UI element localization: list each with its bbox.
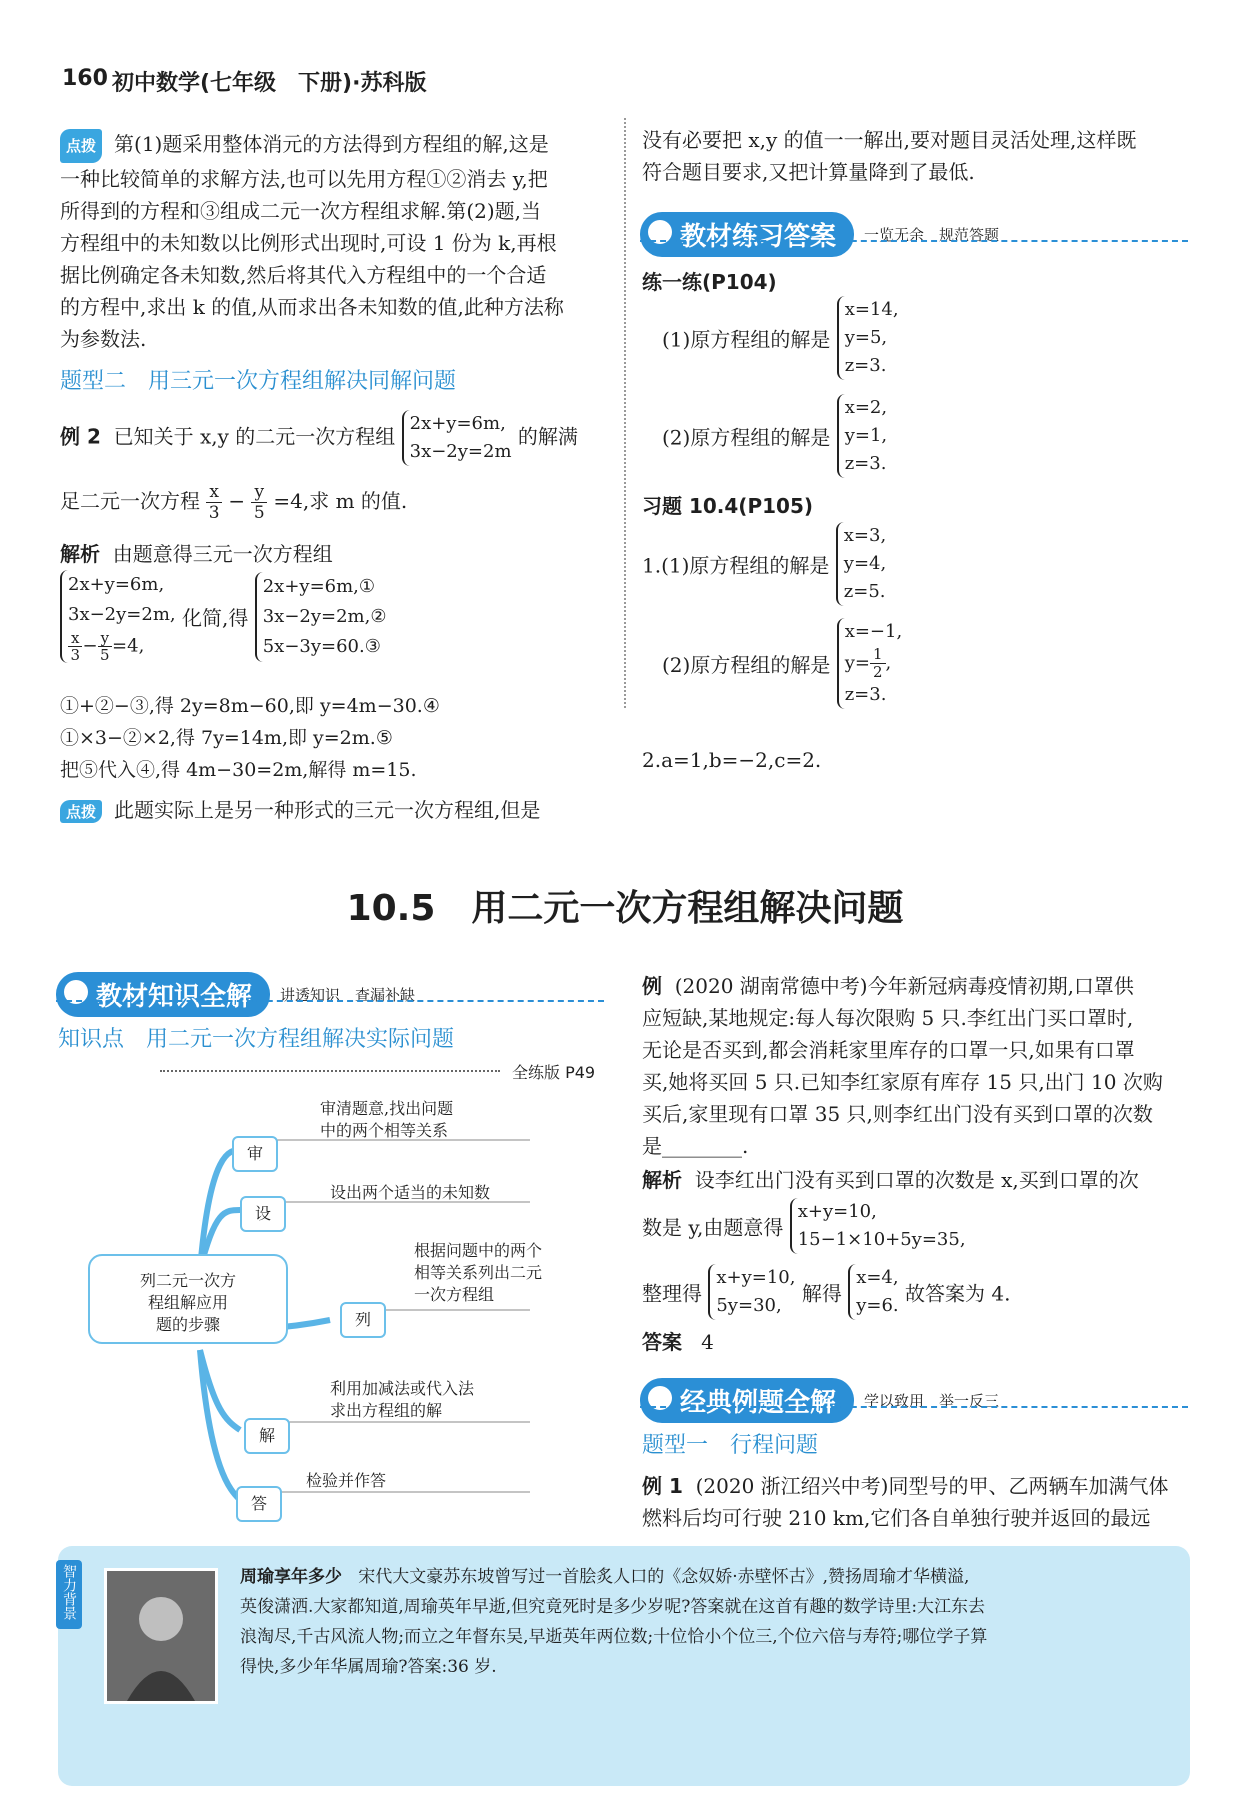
type2-heading: 题型二 用三元一次方程组解决同解问题 [60,369,457,394]
example-solution-line1: 解析 设李红出门没有买到口罩的次数是 x,买到口罩的次 [642,1168,1139,1192]
step-da: 答 [236,1486,282,1522]
example-answer: 答案 4 [642,1330,714,1354]
side-tag: 智力背景 [56,1560,82,1629]
step-lie: 列 [340,1302,386,1338]
step-jie: 解 [244,1418,290,1454]
portrait-image [104,1568,218,1704]
ex2-system: 2x+y=6m, 3x−2y=2m [402,410,512,466]
step-shen-desc: 审清题意,找出问题 中的两个相等关系 [320,1099,454,1140]
type1-heading: 题型一 行程问题 [642,1433,819,1458]
example2: 例 2 已知关于 x,y 的二元一次方程组 2x+y=6m, 3x−2y=2m 的解满 [60,410,620,466]
tip2: 点拨 此题实际上是另一种形式的三元一次方程组,但是 [60,794,620,823]
example1: 例 1 (2020 浙江绍兴中考)同型号的甲、乙两辆车加满气体 燃料后均可行驶 210 km,它们各自单独行驶并返回的最远 [642,1474,1169,1530]
book-title: 初中数学(七年级 下册)·苏科版 [112,71,427,96]
step-she: 设 [240,1196,286,1232]
exercise-heading: 习题 10.4(P105) [642,494,813,518]
practice-answer-1: (1)原方程组的解是 x=14, y=5, z=3. [662,296,899,380]
tip-paragraph: 点拨 第(1)题采用整体消元的方法得到方程组的解,这是 一种比较简单的求解方法,也可以先用方程①②消去 y,把 所得到的方程和③组成二元一次方程组求解.第(2)题,当 方程组中的未知数以比例形式出现时,可设 1 份为 k,再根 据比例确定各未知数,然后将其代入方程组中的一个合适 的方程中,求出 k 的值,从而求出各未知数的值,此种方法称 为参数法. [60,128,600,355]
practice-answer-2: (2)原方程组的解是 x=2, y=1, z=3. [662,394,887,478]
reference-label: 全练版 P49 [512,1063,596,1082]
knowledge-banner: 教材知识全解 讲透知识 查漏补缺 [56,972,415,1017]
classic-banner: 经典例题全解 学以致用 举一反三 [640,1378,999,1423]
column-divider [624,118,626,708]
solution-steps: ①+②−③,得 2y=8m−60,即 y=4m−30.④ ①×3−②×2,得 7y=14m,即 y=2m.⑤ 把⑤代入④,得 4m−30=2m,解得 m=15. [60,695,440,781]
exercise-answer-3: 2.a=1,b=−2,c=2. [642,748,822,772]
solution-system-1: 2x+y=6m, 3x−2y=2m, $\frac{x}{3}$ − $\frac{y}{5}$ =4, 化简,得 2x+y=6m,① 3x−2y=2m,② 5x−3y=60.③ [60,570,387,663]
step-da-desc: 检验并作答 [306,1471,387,1490]
knowledge-point-heading: 知识点 用二元一次方程组解决实际问题 [58,1027,455,1052]
section-title: 10.5 用二元一次方程组解决问题 [346,888,904,929]
tip-badge: 点拨 [60,129,102,163]
textbook-answers-banner: 教材练习答案 一览无余 规范答题 [640,212,999,257]
tip2-continuation: 没有必要把 x,y 的值一一解出,要对题目灵活处理,这样既 符合题目要求,又把计算量降到了最低. [642,128,1137,184]
example-solution-line3: 整理得 x+y=10, 5y=30, 解得 x=4, y=6. 故答案为 4. [642,1264,1010,1320]
example2-line2: 足二元一次方程 $\frac{x}{3}$ − $\frac{y}{5}$ =4,求 m 的值. [60,482,408,523]
exercise-answer-2: (2)原方程组的解是 x=−1, y= $\frac{1}{2}$ , z=3. [662,618,902,709]
example-solution-line2: 数是 y,由题意得 x+y=10, 15−1×10+5y=35, [642,1198,966,1254]
solution-intro: 解析 由题意得三元一次方程组 [60,542,333,566]
step-shen: 审 [232,1136,278,1172]
step-she-desc: 设出两个适当的未知数 [330,1183,491,1202]
page-number: 160 [62,66,108,91]
practice-heading: 练一练(P104) [642,270,777,294]
example-problem: 例 (2020 湖南常德中考)今年新冠病毒疫情初期,口罩供 应短缺,某地规定:每人每次限购 5 只.李红出门买口罩时, 无论是否买到,都会消耗家里库存的口罩一只,如果有口罩 买,她将买回 5 只.已知李红家原有库存 15 只,出门 10 次购 买后,家里现有口罩 35 只,则李红出门没有买到口罩的次数 是________. [642,974,1163,1158]
exercise-answer-1: 1.(1)原方程组的解是 x=3, y=4, z=5. [642,522,886,606]
step-jie-desc: 利用加减法或代入法 求出方程组的解 [330,1379,475,1420]
step-lie-desc: 根据问题中的两个 相等关系列出二元 一次方程组 [414,1241,543,1304]
background-info-text-cont: 英俊潇洒.大家都知道,周瑜英年早逝,但究竟死时是多少岁呢?答案就在这首有趣的数学诗里:大江东去 浪淘尽,千古风流人物;而立之年督东吴,早逝英年两位数;十位恰小个位三,个位六倍与寿符;哪位学子算 得快,多少年华属周瑜?答案:36 岁. [240,1597,988,1677]
steps-center-node: 列二元一次方 程组解应用 题的步骤 [88,1254,288,1344]
background-info-text: 周瑜享年多少 宋代大文豪苏东坡曾写过一首脍炙人口的《念奴娇·赤壁怀古》,赞扬周瑜才华横溢, [240,1567,970,1587]
